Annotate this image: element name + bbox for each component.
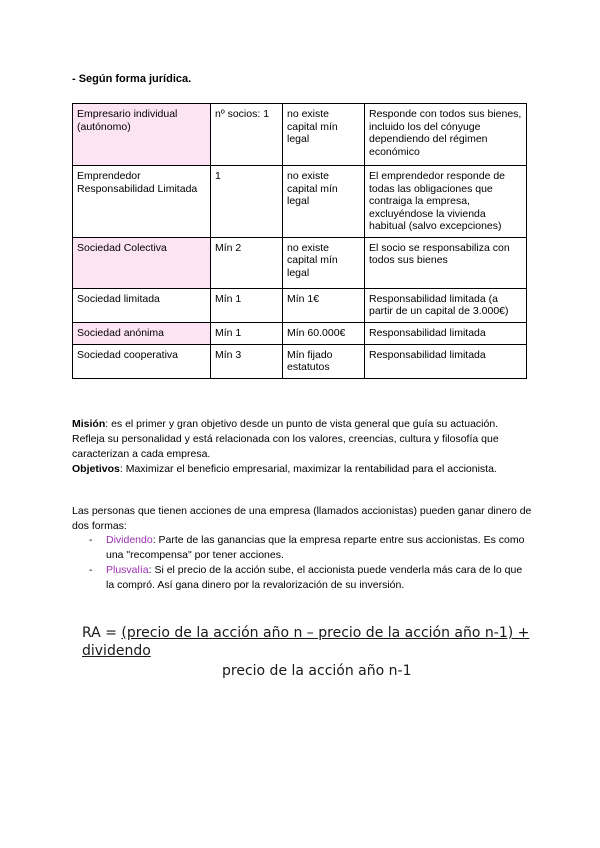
mision-paragraph (72, 417, 532, 462)
table-row (73, 237, 527, 288)
cell-responsabilidad: Responde con todos sus bienes, incluido los del cónyuge dependiendo del régimen económico (365, 104, 527, 166)
cell-capital: no existe capital mín legal (283, 166, 365, 238)
list-item-term: Plusvalía (106, 564, 149, 576)
cell-capital: Mín fijado estatutos (283, 344, 365, 378)
table-row (73, 322, 527, 344)
cell-tipo: Sociedad anónima (73, 322, 211, 344)
intro-paragraph: Las personas que tienen acciones de una empresa (llamados accionistas) pueden ganar dinero de dos formas: (72, 505, 532, 532)
cell-tipo: Sociedad limitada (73, 288, 211, 322)
cell-tipo: Emprendedor Responsabilidad Limitada (73, 166, 211, 238)
list-item (72, 563, 532, 593)
mision-label: Misión (72, 418, 106, 430)
cell-socios: Mín 1 (211, 288, 283, 322)
dash-bullet: - (89, 534, 93, 546)
table-row (73, 288, 527, 322)
section-heading: - Según forma jurídica. (72, 73, 192, 85)
cell-capital: no existe capital mín legal (283, 104, 365, 166)
dash-bullet: - (89, 564, 93, 576)
objetivos-text: : Maximizar el beneficio empresarial, maximizar la rentabilidad para el accionista. (119, 463, 497, 475)
list-item-text: : Si el precio de la acción sube, el accionista puede venderla más cara de lo que la compró. Así gana dinero por la revalorización de su inversión. (106, 564, 523, 591)
gain-list (72, 533, 532, 593)
formula-lhs: RA = (82, 625, 122, 641)
formula-numerator: (precio de la acción año n – precio de la acción año n-1) + dividendo (82, 625, 530, 659)
cell-responsabilidad: Responsabilidad limitada (365, 322, 527, 344)
table-row (73, 344, 527, 378)
cell-responsabilidad: Responsabilidad limitada (365, 344, 527, 378)
cell-responsabilidad: Responsabilidad limitada (a partir de un capital de 3.000€) (365, 288, 527, 322)
list-item-text: : Parte de las ganancias que la empresa reparte entre sus accionistas. Es como una "recompensa" por tener acciones. (106, 534, 525, 561)
list-item (72, 533, 532, 563)
cell-capital: no existe capital mín legal (283, 237, 365, 288)
objetivos-label: Objetivos (72, 463, 120, 475)
ra-formula (82, 624, 542, 680)
cell-capital: Mín 1€ (283, 288, 365, 322)
table-row (73, 166, 527, 238)
cell-tipo: Sociedad cooperativa (73, 344, 211, 378)
cell-socios: Mín 2 (211, 237, 283, 288)
cell-socios: Mín 1 (211, 322, 283, 344)
cell-socios: Mín 3 (211, 344, 283, 378)
table-row (73, 104, 527, 166)
cell-tipo: Sociedad Colectiva (73, 237, 211, 288)
list-item-term: Dividendo (106, 534, 153, 546)
mision-text: : es el primer y gran objetivo desde un punto de vista general que guía su actuación. Refleja su personalidad y está relacionada con los valores, creencias, cultura y filosofía que caracterizan a cada empresa. (72, 418, 499, 460)
formula-denominator: precio de la acción año n-1 (222, 663, 412, 679)
legal-forms-table (72, 103, 527, 379)
cell-tipo: Empresario individual (autónomo) (73, 104, 211, 166)
cell-capital: Mín 60.000€ (283, 322, 365, 344)
cell-responsabilidad: El socio se responsabiliza con todos sus bienes (365, 237, 527, 288)
objetivos-paragraph (72, 462, 532, 477)
cell-socios: 1 (211, 166, 283, 238)
cell-responsabilidad: El emprendedor responde de todas las obligaciones que contraiga la empresa, excluyéndose la vivienda habitual (salvo excepciones) (365, 166, 527, 238)
cell-socios: nº socios: 1 (211, 104, 283, 166)
